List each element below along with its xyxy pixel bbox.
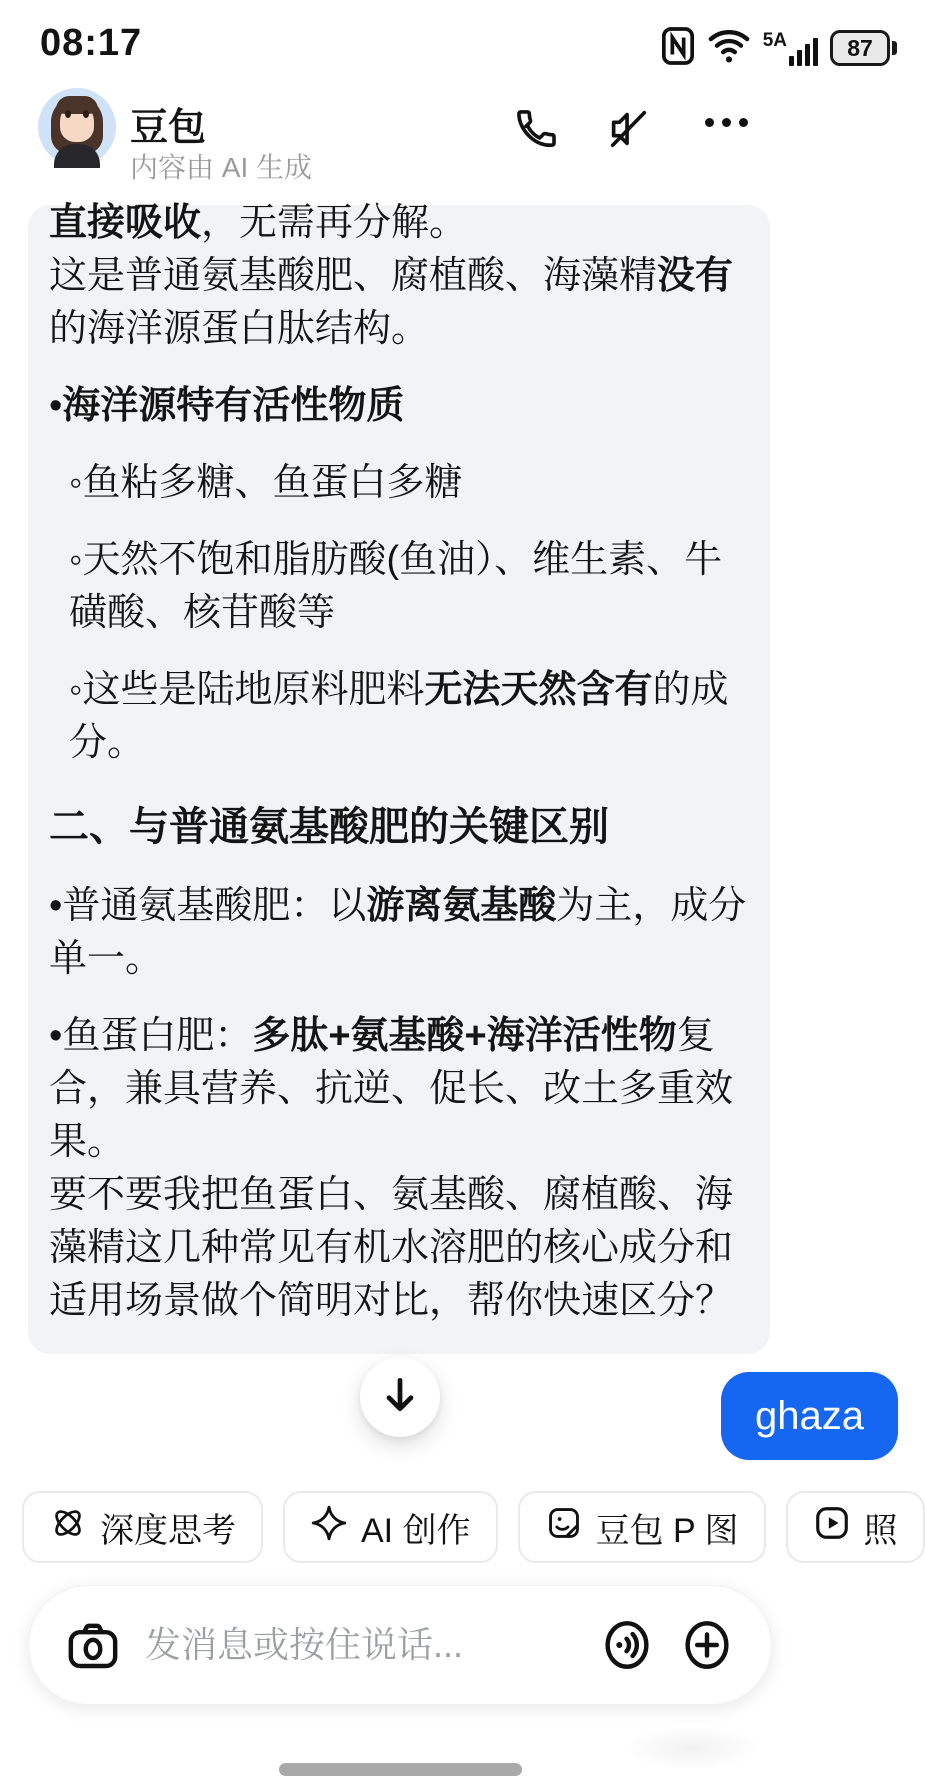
message-bullet: •普通氨基酸肥：以游离氨基酸为主，成分单一。 <box>49 885 747 980</box>
chat-header <box>0 88 800 184</box>
quick-action-chips <box>0 1491 898 1563</box>
chip-doubao-photo-edit[interactable] <box>518 1491 766 1563</box>
message-section-heading: 二、与普通氨基酸肥的关键区别 <box>49 805 609 849</box>
assistant-message-bubble <box>28 202 770 1354</box>
chip-ai-create[interactable] <box>283 1491 498 1563</box>
message-sub-bullet: ◦天然不饱和脂肪酸(鱼油）、维生素、牛磺酸、核苷酸等 <box>69 539 723 634</box>
message-sub-bullet: ◦鱼粘多糖、鱼蛋白多糖 <box>69 462 463 504</box>
user-message-text: ghaza <box>755 1393 864 1438</box>
message-paragraph: 直接吸收，无需再分解。 这是普通氨基酸肥、腐植酸、海藻精没有的海洋源蛋白肽结构。 <box>49 202 734 350</box>
avatar[interactable] <box>38 88 116 166</box>
voice-input-icon[interactable] <box>599 1617 655 1673</box>
sparkle-icon <box>310 1504 348 1551</box>
message-sub-bullet: ◦这些是陆地原料肥料无法天然含有的成分。 <box>69 669 729 764</box>
atom-icon <box>49 1504 87 1551</box>
status-time: 08:17 <box>40 22 143 64</box>
message-bullet: •鱼蛋白肥：多肽+氨基酸+海洋活性物复合，兼具营养、抗逆、促长、改土多重效果。 <box>49 1015 734 1163</box>
home-indicator[interactable] <box>279 1763 522 1776</box>
photo-edit-icon <box>545 1504 583 1551</box>
arrow-down-icon <box>378 1373 422 1422</box>
battery-icon <box>830 30 897 66</box>
message-input[interactable] <box>145 1624 575 1666</box>
status-icons <box>661 26 897 70</box>
scroll-to-bottom-button[interactable] <box>360 1357 440 1437</box>
camera-icon[interactable] <box>65 1617 121 1673</box>
chip-label: 豆包 P 图 <box>595 1511 739 1550</box>
video-play-icon <box>813 1504 851 1551</box>
faint-watermark <box>622 1726 762 1770</box>
user-message-bubble <box>721 1372 898 1460</box>
call-button[interactable] <box>513 106 559 152</box>
mute-speaker-button[interactable] <box>605 106 651 152</box>
network-type-label: 5A <box>762 30 787 51</box>
signal-icon <box>763 30 818 66</box>
chat-title: 豆包 <box>130 107 207 149</box>
chip-label: 照 <box>863 1511 898 1550</box>
wifi-icon <box>707 26 751 71</box>
battery-level: 87 <box>830 30 890 66</box>
ai-generated-label: 内容由 AI 生成 <box>130 152 313 183</box>
chip-deep-thinking[interactable] <box>22 1491 263 1563</box>
plus-icon[interactable] <box>679 1617 735 1673</box>
chip-label: 深度思考 <box>100 1511 236 1550</box>
chip-label: AI 创作 <box>361 1511 471 1550</box>
message-bullet-heading: •海洋源特有活性物质 <box>49 385 405 427</box>
message-closing-question: 要不要我把鱼蛋白、氨基酸、腐植酸、海藻精这几种常见有机水溶肥的核心成分和适用场景做个简明对比，帮你快速区分？ <box>49 1174 734 1322</box>
message-composer <box>28 1585 772 1705</box>
nfc-icon <box>661 26 695 71</box>
more-options-button[interactable] <box>705 118 748 127</box>
chip-video-partial[interactable] <box>786 1491 925 1563</box>
